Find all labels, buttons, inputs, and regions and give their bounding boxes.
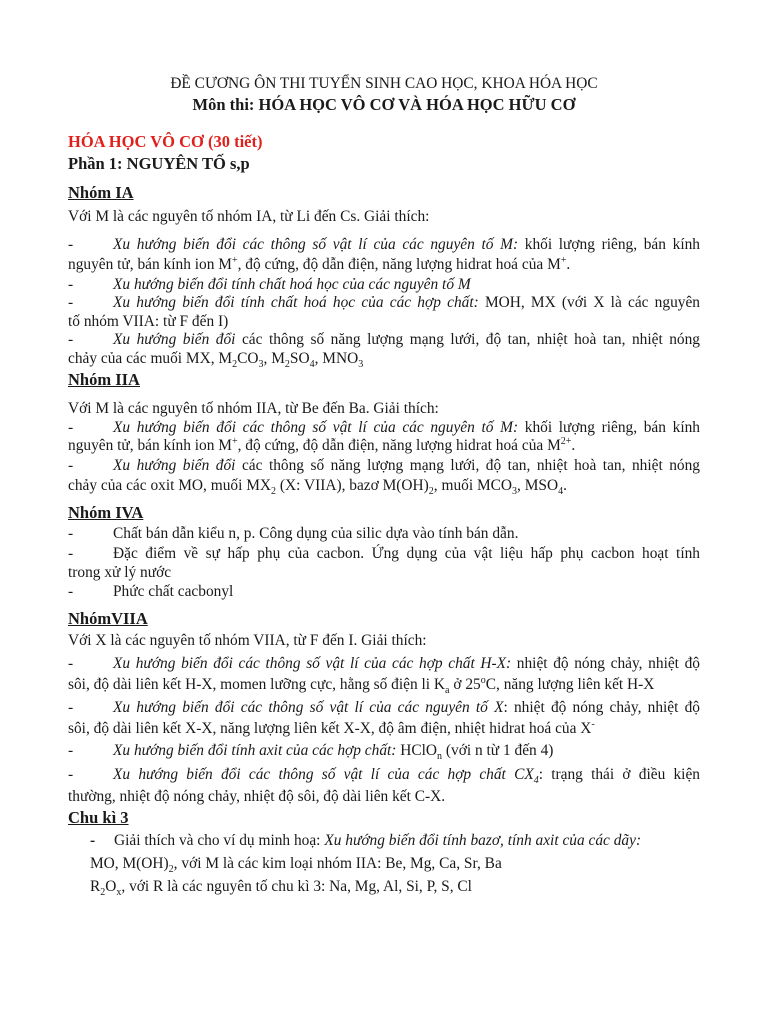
iia-b2-italic: Xu hướng biến đổi xyxy=(113,457,236,474)
period3-italic: Xu hướng biến đổi tính bazơ, tính axit của các dãy: xyxy=(324,832,642,849)
viia-bullet-1-line-1 xyxy=(68,655,700,673)
bullet-dash: - xyxy=(68,276,74,293)
text: , muối MCO xyxy=(433,477,513,494)
viia-bullet-1-line-2 xyxy=(68,674,700,697)
subscript: x xyxy=(116,887,122,899)
iva-bullet-2-line-2: trong xử lý nước xyxy=(68,564,172,581)
period: . xyxy=(571,437,576,454)
document-title: ĐỀ CƯƠNG ÔN THI TUYỂN SINH CAO HỌC, KHOA HÓA HỌC xyxy=(170,75,598,92)
part-title: Phần 1: NGUYÊN TỐ s,p xyxy=(68,154,250,173)
viia-bullet-3 xyxy=(68,742,700,763)
text: O xyxy=(105,878,117,895)
ia-b3-italic: Xu hướng biến đổi tính chất hoá học của các hợp chất: xyxy=(113,294,479,311)
superscript: + xyxy=(231,435,238,447)
subject-label: Môn thi: xyxy=(192,95,255,114)
ia-b1-text-b: nguyên tử, bán kính ion M xyxy=(68,256,232,273)
bullet-dash: - xyxy=(68,457,74,474)
superscript: - xyxy=(591,718,595,730)
ia-b2-italic: Xu hướng biến đổi tính chất hoá học của các nguyên tố M xyxy=(113,276,471,293)
ia-intro: Với M là các nguyên tố nhóm IA, từ Li đến Cs. Giải thích: xyxy=(68,208,430,225)
iia-bullet-2-line-1 xyxy=(68,457,700,475)
bullet-dash: - xyxy=(68,766,74,783)
period: . xyxy=(566,256,571,273)
text: ở 25 xyxy=(449,676,481,693)
iia-bullet-1-line-2 xyxy=(68,437,700,455)
heading-group-ia: Nhóm IA xyxy=(68,183,134,202)
text: CO xyxy=(237,350,259,367)
ia-bullet-1-line-2 xyxy=(68,256,700,274)
text: Giải thích và cho ví dụ minh hoạ: xyxy=(114,832,325,849)
bullet-dash: - xyxy=(68,545,74,562)
ia-b4-text: các thông số năng lượng mạng lưới, độ tan, nhiệt hoà tan, nhiệt nóng xyxy=(235,331,701,348)
ia-b1-text-c: , độ cứng, độ dẫn điện, năng lượng hidrat hoá của M xyxy=(237,256,561,273)
bullet-dash: - xyxy=(68,699,74,716)
ia-bullet-2 xyxy=(68,276,700,294)
viia-b2-italic: Xu hướng biến đổi các thông số vật lí của các nguyên tố X xyxy=(113,699,504,716)
bullet-dash: - xyxy=(68,331,74,348)
text: (X: VIIA), bazơ M(OH) xyxy=(276,477,429,494)
viia-intro: Với X là các nguyên tố nhóm VIIA, từ F đến I. Giải thích: xyxy=(68,632,427,649)
superscript: + xyxy=(560,254,567,266)
subject-line xyxy=(0,95,768,115)
subscript: 2 xyxy=(284,359,290,371)
text: , MSO xyxy=(517,477,559,494)
iia-bullet-1-line-1 xyxy=(68,419,700,437)
iia-intro: Với M là các nguyên tố nhóm IIA, từ Be đến Ba. Giải thích: xyxy=(68,400,439,417)
text: C, năng lượng liên kết H-X xyxy=(485,676,655,693)
iva-bullet-2-line-1 xyxy=(68,545,700,563)
viia-b1-italic: Xu hướng biến đổi các thông số vật lí của các hợp chất H-X: xyxy=(113,655,512,672)
bullet-dash: - xyxy=(68,294,74,311)
subscript: a xyxy=(445,685,450,697)
subscript: 4 xyxy=(533,775,539,787)
bullet-dash: - xyxy=(68,583,74,600)
bullet-dash: - xyxy=(68,742,74,759)
text: , MNO xyxy=(314,350,359,367)
period3-bullet-1 xyxy=(90,832,700,850)
heading-period-3: Chu kì 3 xyxy=(68,808,129,827)
text: : nhiệt độ nóng chảy, nhiệt độ xyxy=(503,699,701,716)
heading-group-iia: Nhóm IIA xyxy=(68,370,140,389)
ia-b3-text: MOH, MX (với X là các nguyên xyxy=(478,294,700,311)
ia-bullet-1-line-1 xyxy=(68,236,700,254)
text: Chất bán dẫn kiểu n, p. Công dụng của silic dựa vào tính bán dẫn. xyxy=(113,525,519,542)
heading-group-iva: Nhóm IVA xyxy=(68,503,144,522)
iva-bullet-3 xyxy=(68,583,700,601)
subject-name: HÓA HỌC VÔ CƠ VÀ HÓA HỌC HỮU CƠ xyxy=(254,95,576,114)
iia-bullet-2-line-2 xyxy=(68,477,700,498)
subscript: 2 xyxy=(271,486,277,498)
viia-bullet-4-line-1 xyxy=(68,766,700,787)
period3-line-2 xyxy=(90,855,700,876)
period3-line-3 xyxy=(90,878,700,899)
text: . xyxy=(563,477,567,494)
text: Phức chất cacbonyl xyxy=(113,583,234,600)
text: các thông số năng lượng mạng lưới, độ tan, nhiệt hoà tan, nhiệt nóng xyxy=(235,457,701,474)
text: sôi, độ dài liên kết X-X, năng lượng liên kết X-X, độ âm điện, nhiệt hidrat hoá của X xyxy=(68,720,592,737)
subscript: 2 xyxy=(232,359,238,371)
subscript: 2 xyxy=(168,864,174,876)
subscript: 3 xyxy=(512,486,518,498)
text: , với R là các nguyên tố chu kì 3: Na, Mg, Al, Si, P, S, Cl xyxy=(121,878,472,895)
viia-bullet-4-line-2: thường, nhiệt độ nóng chảy, nhiệt độ sôi, độ dài liên kết C-X. xyxy=(68,788,446,805)
text: nhiệt độ nóng chảy, nhiệt độ xyxy=(511,655,700,672)
viia-bullet-2-line-2 xyxy=(68,720,700,738)
superscript: + xyxy=(231,254,238,266)
superscript: o xyxy=(480,674,486,686)
subscript: 3 xyxy=(358,359,364,371)
bullet-dash: - xyxy=(68,419,74,436)
subscript: 3 xyxy=(258,359,264,371)
iia-b1-text: khối lượng riêng, bán kính xyxy=(518,419,700,436)
viia-bullet-2-line-1 xyxy=(68,699,700,717)
viia-b3-italic: Xu hướng biến đổi tính axit của các hợp chất: xyxy=(113,742,397,759)
ia-b1-italic: Xu hướng biến đổi các thông số vật lí của các nguyên tố M: xyxy=(113,236,519,253)
text: HClO xyxy=(396,742,438,759)
viia-b4-italic: Xu hướng biến đổi các thông số vật lí của các hợp chất CX xyxy=(113,766,534,783)
text: MO, M(OH) xyxy=(90,855,169,872)
text: chảy của các oxit MO, muối MX xyxy=(68,477,272,494)
bullet-dash: - xyxy=(68,525,74,542)
text: nguyên tử, bán kính ion M xyxy=(68,437,232,454)
superscript: 2+ xyxy=(560,435,572,447)
text: chảy của các muối MX, M xyxy=(68,350,233,367)
iva-bullet-1 xyxy=(68,525,700,543)
subscript: 4 xyxy=(309,359,315,371)
text: sôi, độ dài liên kết H-X, momen lưỡng cực, hằng số điện li K xyxy=(68,676,446,693)
text: SO xyxy=(289,350,310,367)
ia-bullet-3-line-1 xyxy=(68,294,700,312)
bullet-dash: - xyxy=(90,832,96,849)
subscript: 2 xyxy=(100,887,106,899)
iia-b1-italic: Xu hướng biến đổi các thông số vật lí của các nguyên tố M: xyxy=(113,419,519,436)
text: , M xyxy=(263,350,285,367)
section-title: HÓA HỌC VÔ CƠ (30 tiết) xyxy=(68,132,263,151)
subscript: 4 xyxy=(558,486,564,498)
subscript: n xyxy=(437,751,443,763)
ia-b4-italic: Xu hướng biến đổi xyxy=(113,331,236,348)
heading-group-viia: NhómVIIA xyxy=(68,609,148,628)
ia-bullet-4-line-1 xyxy=(68,331,700,349)
subscript: 2 xyxy=(428,486,434,498)
text: : trạng thái ở điều kiện xyxy=(538,766,700,783)
text: (với n từ 1 đến 4) xyxy=(442,742,554,759)
bullet-dash: - xyxy=(68,236,74,253)
ia-bullet-4-line-2 xyxy=(68,350,700,371)
text: , với M là các kim loại nhóm IIA: Be, Mg, Ca, Sr, Ba xyxy=(173,855,502,872)
text: Đặc điểm về sự hấp phụ của cacbon. Ứng dụng của vật liệu hấp phụ cacbon hoạt tính xyxy=(113,545,700,562)
text: , độ cứng, độ dẫn điện, năng lượng hidrat hoá của M xyxy=(237,437,561,454)
ia-bullet-3-line-2: tố nhóm VIIA: từ F đến I) xyxy=(68,313,229,330)
bullet-dash: - xyxy=(68,655,74,672)
text: R xyxy=(90,878,101,895)
ia-b1-text: khối lượng riêng, bán kính xyxy=(518,236,700,253)
